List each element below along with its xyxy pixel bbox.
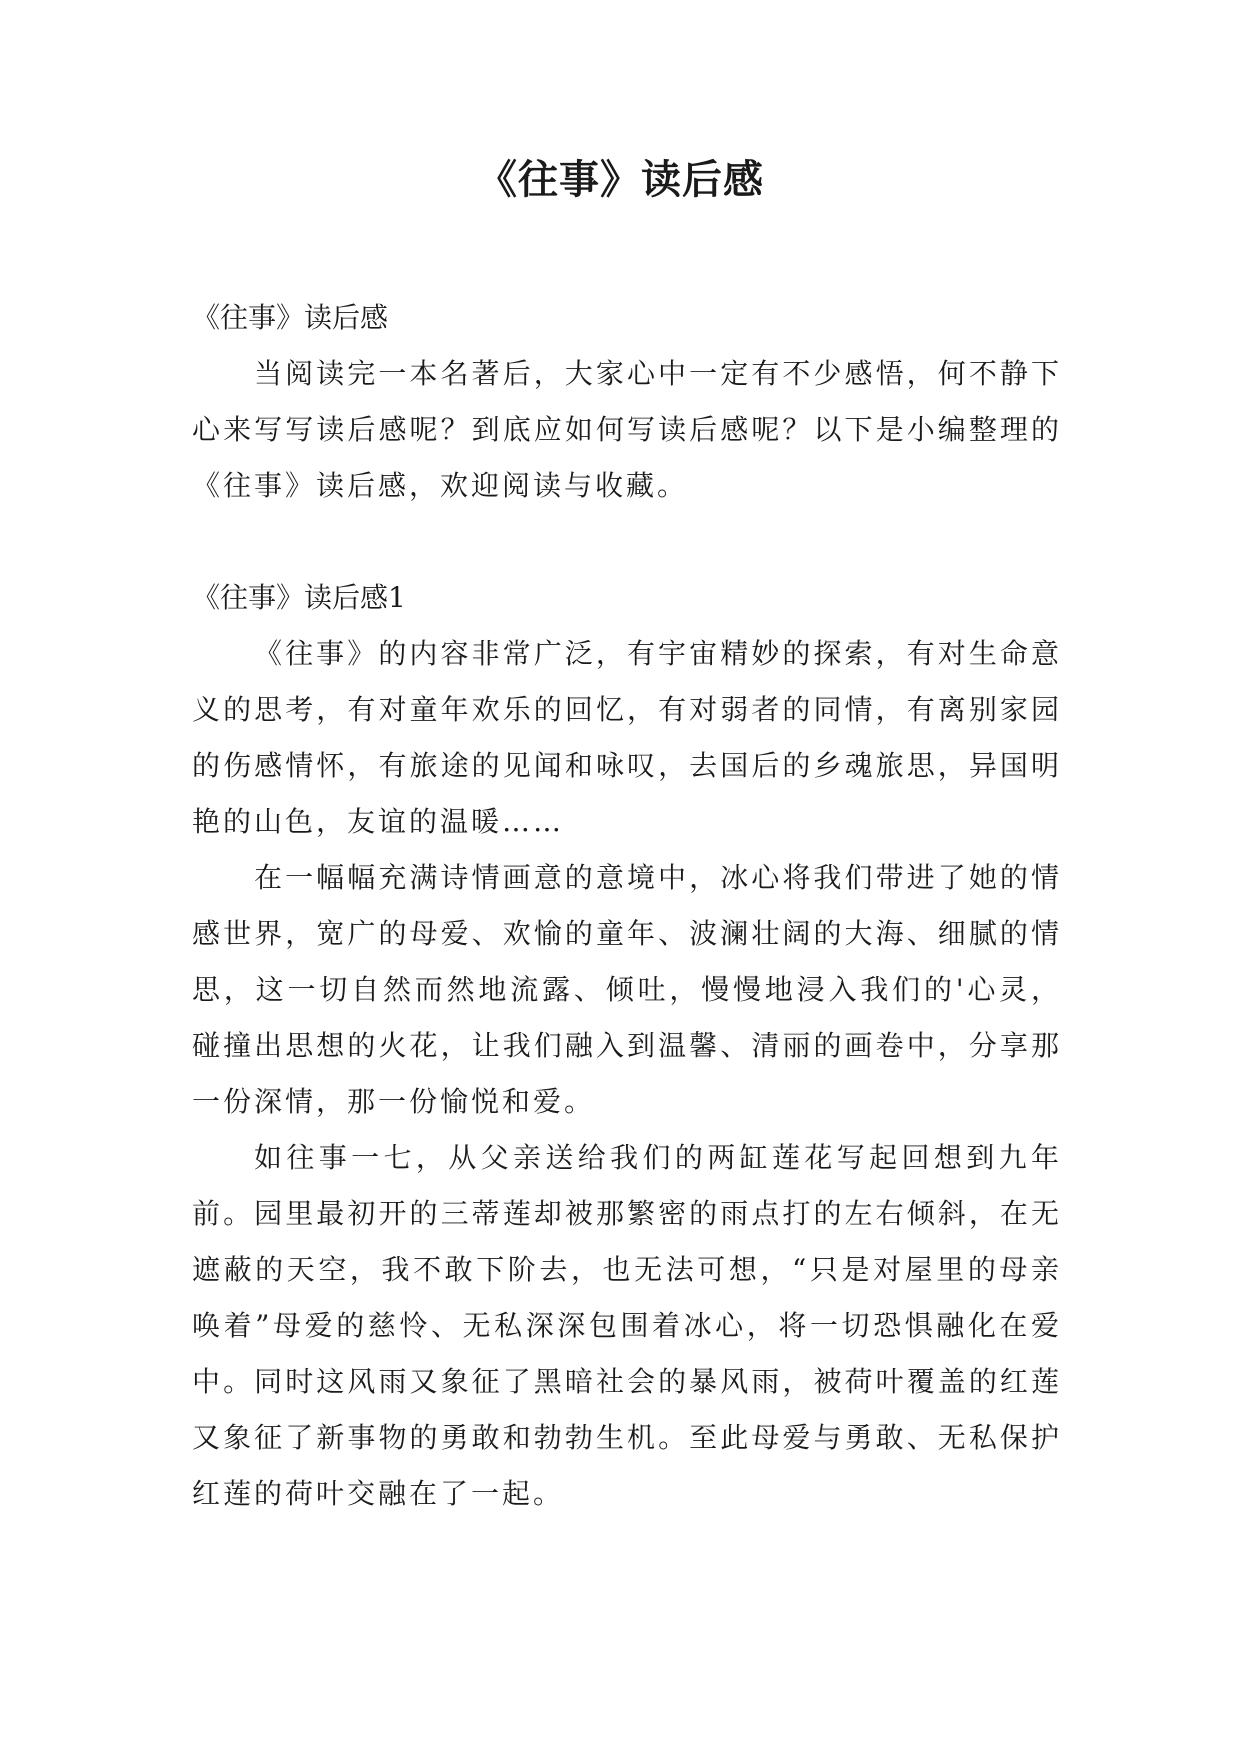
section-spacer [192, 514, 1062, 570]
section1-paragraph-3: 如往事一七，从父亲送给我们的两缸莲花写起回想到九年前。园里最初开的三蒂莲却被那繁密的雨点打的左右倾斜，在无遮蔽的天空，我不敢下阶去，也无法可想，“只是对屋里的母亲唤着”母爱的慈怜、无私深深包围着冰心，将一切恐惧融化在爱中。同时这风雨又象征了黑暗社会的暴风雨，被荷叶覆盖的红莲又象征了新事物的勇敢和勃勃生机。至此母爱与勇敢、无私保护红莲的荷叶交融在了一起。 [192, 1141, 1062, 1510]
document-title: 《往事》读后感 [477, 157, 764, 203]
section1-paragraph-2: 在一幅幅充满诗情画意的意境中，冰心将我们带进了她的情感世界，宽广的母爱、欢愉的童年、波澜壮阔的大海、细腻的情思，这一切自然而然地流露、倾吐，慢慢地浸入我们的'心灵，碰撞出思想的火花，让我们融入到温馨、清丽的画卷中，分享那一份深情，那一份愉悦和爱。 [192, 861, 1062, 1118]
section1-paragraph-1: 《往事》的内容非常广泛，有宇宙精妙的探索，有对生命意义的思考，有对童年欢乐的回忆，有对弱者的同情，有离别家园的伤感情怀，有旅途的见闻和咏叹，去国后的乡魂旅思，异国明艳的山色，友谊的温暖…… [192, 637, 1062, 838]
document-body [192, 290, 1062, 1522]
intro-paragraph: 当阅读完一本名著后，大家心中一定有不少感悟，何不静下心来写写读后感呢？到底应如何写读后感呢？以下是小编整理的《往事》读后感，欢迎阅读与收藏。 [192, 357, 1062, 502]
intro-heading: 《往事》读后感 [192, 301, 389, 334]
section1-heading: 《往事》读后感1 [192, 581, 406, 614]
